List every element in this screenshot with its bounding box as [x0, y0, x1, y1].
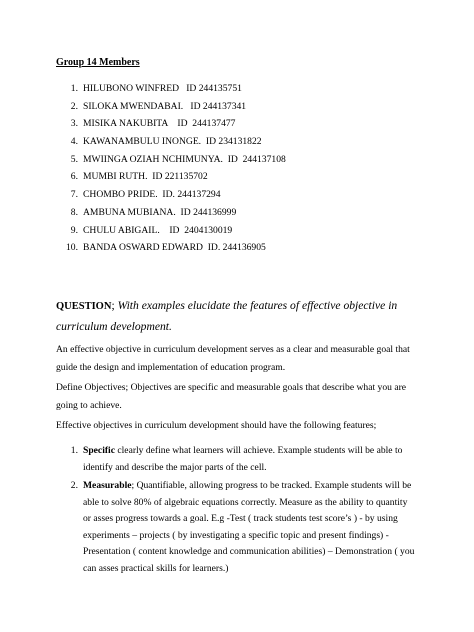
list-number: 8. — [70, 206, 78, 218]
list-item — [56, 443, 416, 476]
definition-paragraph: Define Objectives; Objectives are specific and measurable goals that describe what you are going to achieve. — [56, 382, 407, 411]
list-item — [56, 478, 416, 577]
list-item — [56, 222, 286, 240]
member-entry: MISIKA NAKUBITA ID 244137477 — [83, 118, 236, 130]
list-number: 5. — [70, 153, 78, 165]
member-entry: MWIINGA OZIAH NCHIMUNYA. ID 244137108 — [83, 153, 286, 165]
list-number: 4. — [70, 136, 78, 148]
intro-paragraph: An effective objective in curriculum development serves as a clear and measurable goal that guide the design and implementation of education program. — [56, 344, 410, 373]
feature-term: Measurable — [83, 480, 132, 491]
members-list — [56, 80, 286, 257]
list-number: 7. — [70, 189, 78, 201]
group-heading: Group 14 Members — [56, 57, 140, 68]
list-number: 3. — [70, 118, 78, 130]
question-label: QUESTION — [56, 301, 112, 312]
features-intro-paragraph: Effective objectives in curriculum development should have the following features; — [56, 420, 377, 431]
list-number: 2. — [70, 480, 78, 491]
question-separator: ; — [111, 299, 118, 312]
list-number: 2. — [70, 100, 78, 112]
member-entry: CHULU ABIGAIL. ID 2404130019 — [83, 224, 233, 236]
feature-description: clearly define what learners will achieve. Example students will be able to identify and describe the major parts of the cell. — [83, 445, 403, 473]
list-number: 6. — [70, 171, 78, 183]
list-number: 1. — [70, 83, 78, 94]
feature-description: ; Quantifiable, allowing progress to be tracked. Example students will be able to solve 80% of algebraic equations correctly. Measure as the ability to quantity or asses progress towards a goal. E.g -Test ( track students test score’s ) - by using experiments – projects ( by investigating a specific topic and present findings) - Presentation ( content knowledge and communication abilities) – Demonstration ( you can asses practical skills for learners.) — [83, 480, 415, 574]
list-number: 1. — [70, 445, 78, 456]
list-item — [56, 80, 286, 98]
feature-term: Specific — [83, 445, 115, 456]
member-entry: HILUBONO WINFRED ID 244135751 — [83, 83, 242, 94]
list-item — [56, 98, 286, 116]
list-number: 9. — [70, 224, 78, 236]
member-entry: BANDA OSWARD EDWARD ID. 244136905 — [83, 242, 266, 254]
member-entry: AMBUNA MUBIANA. ID 244136999 — [83, 206, 237, 218]
features-list — [56, 443, 416, 579]
list-item — [56, 115, 286, 133]
list-number: 10. — [66, 242, 78, 254]
list-item — [56, 186, 286, 204]
member-entry: CHOMBO PRIDE. ID. 244137294 — [83, 189, 221, 201]
member-entry: MUMBI RUTH. ID 221135702 — [83, 171, 208, 183]
list-item — [56, 133, 286, 151]
list-item — [56, 204, 286, 222]
list-item — [56, 239, 286, 257]
list-item — [56, 151, 286, 169]
question-block — [56, 296, 426, 337]
member-entry: KAWANAMBULU INONGE. ID 234131822 — [83, 136, 262, 148]
question-text: With examples elucidate the features of effective objective in curriculum development. — [56, 299, 398, 333]
member-entry: SILOKA MWENDABAI. ID 244137341 — [83, 100, 247, 112]
list-item — [56, 168, 286, 186]
